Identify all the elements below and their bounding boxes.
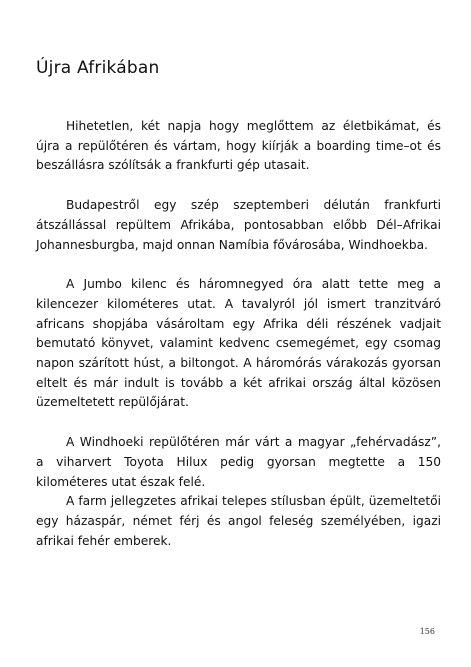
- paragraph-spacer: [36, 413, 441, 433]
- body-text: [36, 117, 441, 551]
- paragraph-1: Hihetetlen, két napja hogy meglőttem az életbikámat, és újra a repülőtéren és vártam, hogy kiírják a boarding time–ot és beszállásra szólítsák a frankfurti gép utasait.: [36, 119, 441, 173]
- paragraph-5: A farm jellegzetes afrikai telepes stílusban épült, üzemeltetői egy házaspár, német férj és angol feleség személyében, igazi afrikai fehér emberek.: [36, 494, 441, 548]
- paragraph-3: A Jumbo kilenc és háromnegyed óra alatt tette meg a kilencezer kilométeres utat. A tavalyról jól ismert tranzitváró africans shopjába vásároltam egy Afrika déli részének vadjait bemutató könyvet, valamint kedvenc csemegémet, egy csomag napon szárított húst, a biltongot. A háromórás várakozás gyorsan eltelt és már indult is tovább a két afrikai ország által közösen üzemeltetett repülőjárat.: [36, 277, 441, 410]
- paragraph-spacer: [36, 176, 441, 196]
- paragraph-4: A Windhoeki repülőtéren már várt a magyar „fehérvadász”, a viharvert Toyota Hilux pedig gyorsan megtette a 150 kilométeres utat észak felé.: [36, 435, 441, 489]
- paragraph-spacer: [36, 255, 441, 275]
- chapter-title: Újra Afrikában: [36, 58, 160, 78]
- page-number: 156: [419, 627, 435, 636]
- paragraph-2: Budapestről egy szép szeptemberi délután frankfurti átszállással repültem Afrikába, pontosabban előbb Dél–Afrikai Johannesburgba, majd onnan Namíbia fővárosába, Windhoekba.: [36, 198, 441, 252]
